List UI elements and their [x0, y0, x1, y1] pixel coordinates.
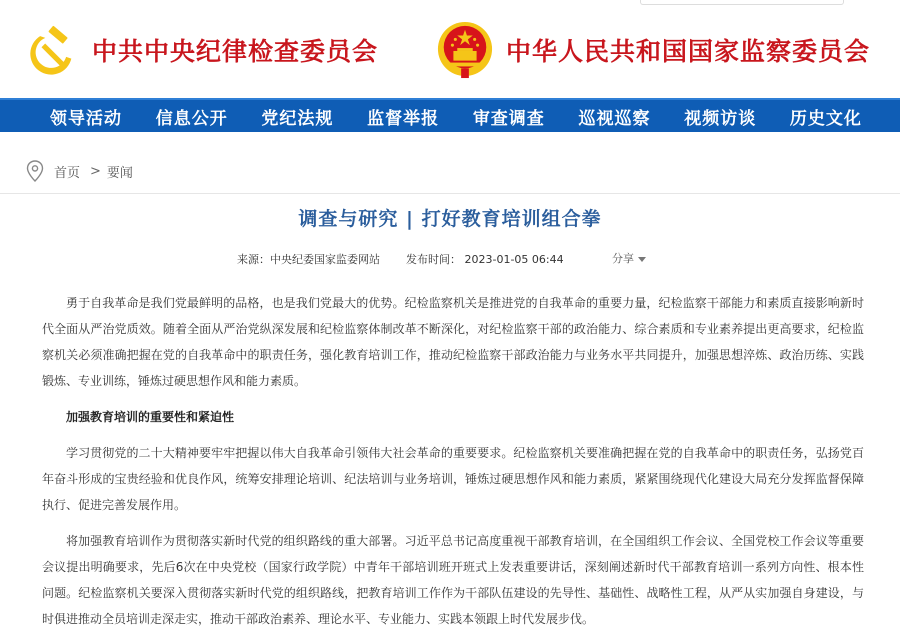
- article-paragraph: 将加强教育培训作为贯彻落实新时代党的组织路线的重大部署。习近平总书记高度重视干部教育培训，在全国组织工作会议、全国党校工作会议等重要会议提出明确要求，先后6次在中央党校（国家行政学院）中青年干部培训班开班式上发表重要讲话，深刻阐述新时代干部教育培训一系列方向性、根本性问题。纪检监察机关要深入贯彻落实新时代党的组织路线，把教育培训工作作为干部队伍建设的先导性、基础性、战略性工程，从严从实加强自身建设，与时俱进推动全员培训走深走实，推动干部政治素养、理论水平、专业能力、实践本领跟上时代发展步伐。: [42, 534, 864, 626]
- site-header: [0, 0, 900, 100]
- nav-item-report[interactable]: 监督举报: [367, 108, 440, 129]
- article-subheading: 加强教育培训的重要性和紧迫性: [66, 410, 235, 424]
- search-box-edge[interactable]: [640, 0, 844, 5]
- article-meta: [237, 251, 564, 267]
- national-emblem-icon: [436, 20, 494, 80]
- divider: [0, 193, 900, 194]
- chevron-down-icon: [638, 257, 646, 262]
- nav-item-inspection[interactable]: 巡视巡察: [578, 108, 651, 129]
- nsc-name: 中华人民共和国国家监察委员会: [506, 37, 871, 66]
- nav-item-investigation[interactable]: 审查调查: [472, 108, 545, 129]
- ccdi-brand[interactable]: [28, 24, 378, 76]
- article-title: 调查与研究 | 打好教育培训组合拳: [298, 208, 602, 230]
- share-button[interactable]: [612, 250, 646, 266]
- nav-item-video[interactable]: 视频访谈: [684, 108, 757, 129]
- nav-item-disclosure[interactable]: 信息公开: [155, 108, 228, 129]
- article-paragraph: 勇于自我革命是我们党最鲜明的品格，也是我们党最大的优势。纪检监察机关是推进党的自我革命的重要力量，纪检监察干部能力和素质直接影响新时代全面从严治党质效。随着全面从严治党纵深发展和纪检监察体制改革不断深化，对纪检监察干部的政治能力、综合素质和专业素养提出更高要求，纪检监察机关必须准确把握在党的自我革命中的职责任务，强化教育培训工作，推动纪检监察干部政治能力与业务水平共同提升，加强思想淬炼、政治历练、实践锻炼、专业训练，锤炼过硬思想作风和能力素质。: [42, 296, 864, 388]
- article-time: 发布时间： 2023-01-05 06:44: [406, 253, 564, 266]
- breadcrumb-home[interactable]: 首页: [54, 165, 81, 181]
- share-label: 分享: [612, 252, 634, 265]
- party-emblem-icon: [28, 24, 80, 76]
- location-pin-icon: [26, 160, 44, 182]
- main-nav: [0, 98, 900, 132]
- breadcrumb-separator: >: [90, 163, 101, 179]
- nsc-brand[interactable]: [436, 20, 870, 80]
- article-body: [42, 290, 864, 642]
- nav-item-leadership[interactable]: 领导活动: [50, 108, 122, 129]
- nav-item-regulations[interactable]: 党纪法规: [261, 108, 334, 129]
- breadcrumb-current[interactable]: 要闻: [106, 165, 133, 181]
- ccdi-name: 中共中央纪律检查委员会: [92, 37, 379, 66]
- article-source: 来源：中央纪委国家监委网站: [237, 253, 380, 266]
- article-paragraph: 学习贯彻党的二十大精神要牢牢把握以伟大自我革命引领伟大社会革命的重要要求。纪检监察机关要准确把握在党的自我革命中的职责任务，弘扬党百年奋斗形成的宝贵经验和优良作风，统筹安排理论培训、纪法培训与业务培训，锤炼过硬思想作风和能力素质，紧紧围绕现代化建设大局充分发挥监督保障执行、促进完善发展作用。: [42, 446, 864, 512]
- breadcrumb: [26, 160, 133, 182]
- nav-item-history[interactable]: 历史文化: [789, 108, 862, 129]
